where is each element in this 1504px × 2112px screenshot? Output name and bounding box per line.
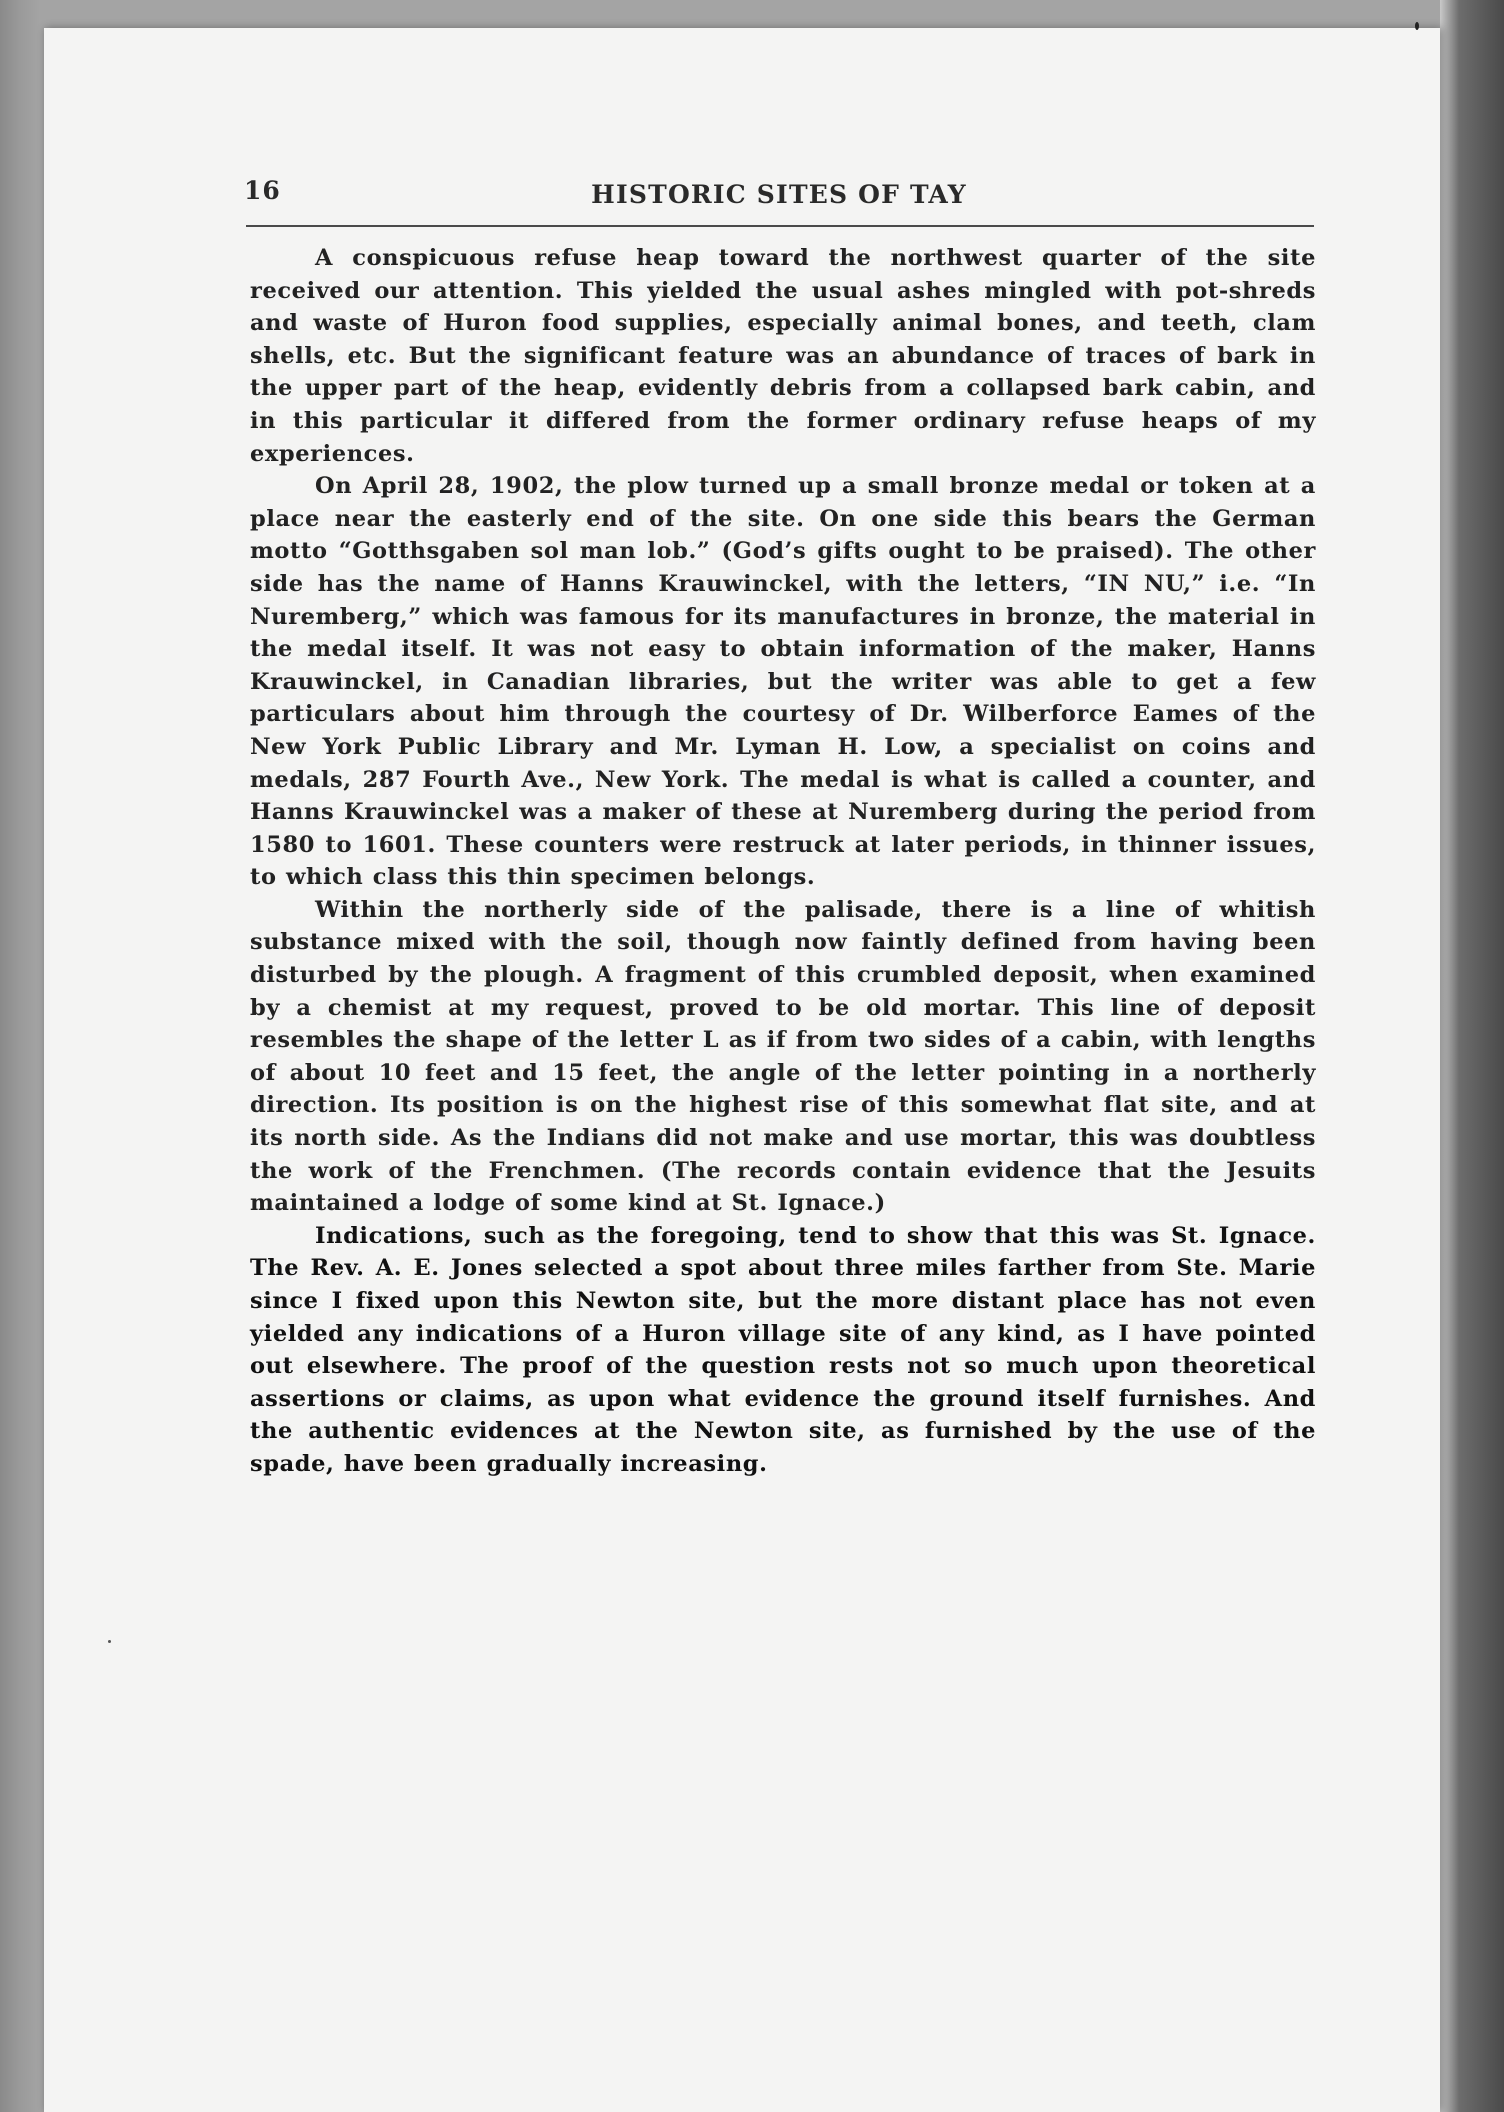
scan-speck — [1415, 22, 1419, 30]
page-number: 16 — [244, 176, 281, 205]
paragraph-mortar-deposit: Within the northerly side of the palisade, there is a line of whitish substance mixed with the soil, though now faintly defined from having been disturbed by the plough. A fragment of this crumbled deposit, when examined by a chemist at my request, proved to be old mortar. This line of deposit resembles the shape of the letter L as if from two sides of a cabin, with lengths of about 10 feet and 15 feet, the angle of the letter pointing in a northerly direction. Its position is on the highest rise of this somewhat flat site, and at its north side. As the Indians did not make and use mortar, this was doubtless the work of the Frenchmen. (The records contain evidence that the Jesuits maintained a lodge of some kind at St. Ignace.) — [250, 896, 1316, 1217]
scan-speck — [108, 1640, 111, 1643]
header-rule — [246, 225, 1314, 227]
paragraph-bronze-medal: On April 28, 1902, the plow turned up a small bronze medal or token at a place near the easterly end of the site. On one side this bears the German motto “Gotthsgaben sol man lob.” (God’s gifts ought to be praised). The other side has the name of Hanns Krauwinckel, with the letters, “IN NU,” i.e. “In Nuremberg,” which was famous for its manufactures in bronze, the material in the medal itself. It was not easy to obtain information of the maker, Hanns Krauwinckel, in Canadian libraries, but the writer was able to get a few particulars about him through the courtesy of Dr. Wilberforce Eames of the New York Public Library and Mr. Lyman H. Low, a specialist on coins and medals, 287 Fourth Ave., New York. The medal is what is called a counter, and Hanns Krauwinckel was a maker of these at Nuremberg during the period from 1580 to 1601. These counters were restruck at later periods, in thinner issues, to which class this thin specimen belongs. — [250, 473, 1316, 891]
scan-right-edge — [1440, 0, 1504, 2112]
body-text — [250, 242, 1316, 1481]
page-header — [244, 176, 1316, 216]
paragraph-refuse-heap: A conspicuous refuse heap toward the northwest quarter of the site received our attention. This yielded the usual ashes mingled with pot-shreds and waste of Huron food supplies, especially animal bones, and teeth, clam shells, etc. But the significant feature was an abundance of traces of bark in the upper part of the heap, evidently debris from a collapsed bark cabin, and in this particular it differed from the former ordinary refuse heaps of my experiences. — [250, 245, 1316, 467]
paragraph-st-ignace-conclusion: Indications, such as the foregoing, tend to show that this was St. Ignace. The Rev. A. E. Jones selected a spot about three miles farther from Ste. Marie since I fixed upon this Newton site, but the more distant place has not even yielded any indications of a Huron village site of any kind, as I have pointed out elsewhere. The proof of the question rests not so much upon theoretical assertions or claims, as upon what evidence the ground itself furnishes. And the authentic evidences at the Newton site, as furnished by the use of the spade, have been gradually increasing. — [250, 1222, 1316, 1477]
running-head: HISTORIC SITES OF TAY — [591, 180, 967, 209]
